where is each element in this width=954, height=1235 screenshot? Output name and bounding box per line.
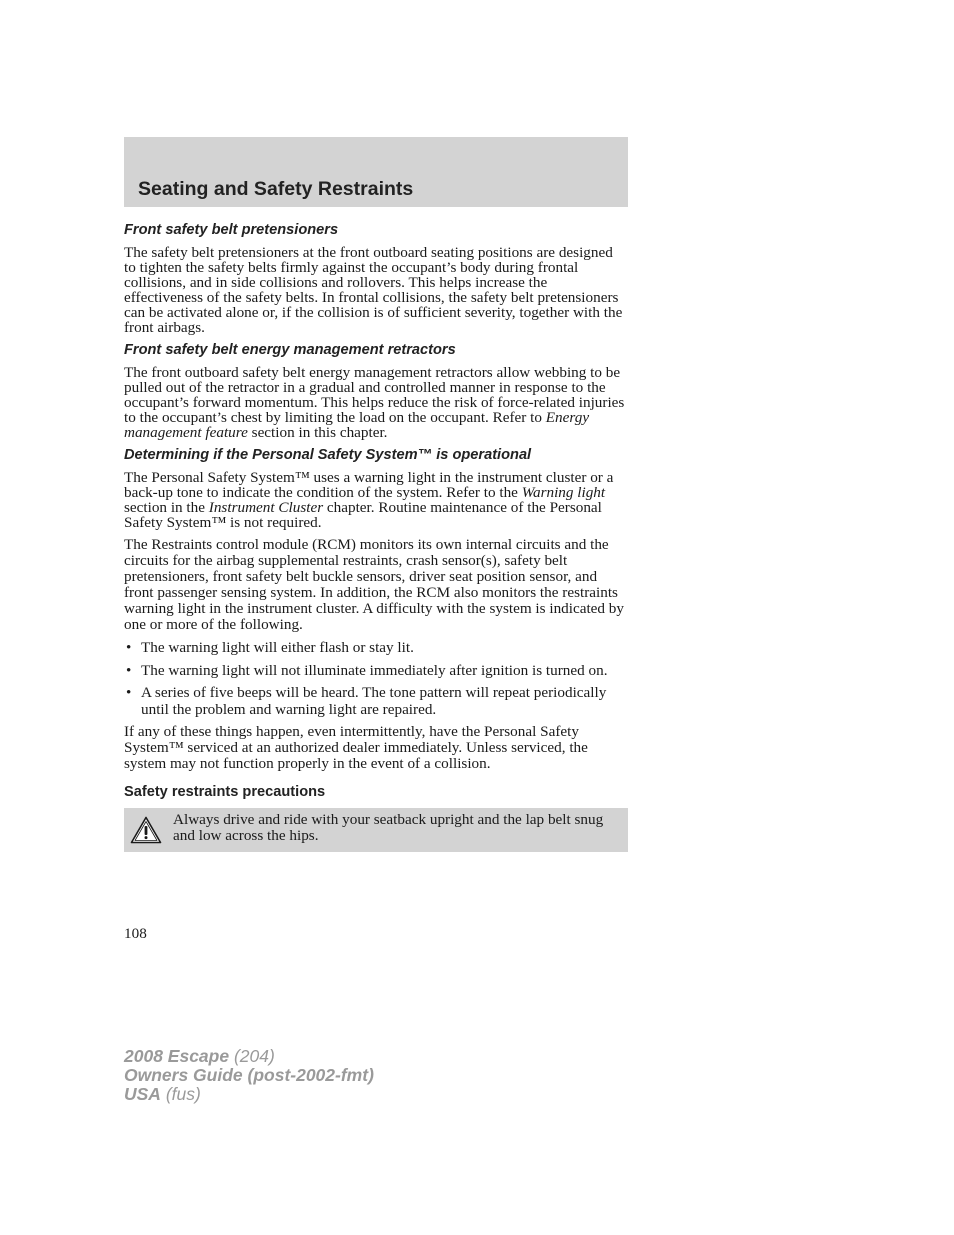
paragraph-pretensioners: The safety belt pretensioners at the front outboard seating positions are designed to tighten the safety belts firmly against the occupant’s body during frontal collisions, and in side collisions and rollovers. This helps increase the effectiveness of the safety belts. In frontal collisions, the safety belt pretensioners can be activated alone or, if the collision is of sufficient severity, together with the front airbags. (124, 244, 623, 336)
heading-retractors: Front safety belt energy management retractors (124, 342, 456, 358)
paragraph-operational-3: If any of these things happen, even intermittently, have the Personal Safety System™ serviced at an authorized dealer immediately. Unless serviced, the system may not function properly in the event of a collision. (124, 723, 588, 772)
paragraph-retractors (124, 365, 628, 440)
document-footer (124, 1047, 374, 1104)
list-item-text: The warning light will not illuminate immediately after ignition is turned on. (141, 661, 608, 679)
paragraph-operational-1 (124, 470, 628, 530)
reference-energy-management: Energy management feature (124, 409, 590, 441)
warning-callout (124, 808, 628, 852)
list-item (124, 685, 628, 718)
indicator-list (124, 640, 628, 718)
reference-instrument-cluster: Instrument Cluster (208, 499, 324, 516)
retractors-text-start: The front outboard safety belt energy management retractors allow webbing to be pulled out of the retractor in a gradual and controlled manner in response to the occupant’s forward momentum. This helps reduce the risk of force-related injuries to the occupant’s chest by limiting the load on the occupant. Refer to (124, 364, 625, 426)
bullet-glyph: • (126, 684, 132, 701)
paragraph-operational-2: The Restraints control module (RCM) monitors its own internal circuits and the circuits for the airbag supplemental restraints, crash sensor(s), safety belt pretensioners, front safety belt buckle sensors, driver seat position sensor, and front passenger sensing system. In addition, the RCM also monitors the restraints warning light in the instrument cluster. A difficulty with the system is indicated by one or more of the following. (124, 536, 624, 633)
footer-model: 2008 Escape (124, 1046, 230, 1066)
footer-guide: Owners Guide (post-2002-fmt) (124, 1065, 374, 1085)
footer-line-guide (124, 1066, 374, 1085)
warning-triangle-icon (130, 816, 162, 844)
operational-text-start: The Personal Safety System™ uses a warning light in the instrument cluster or a back-up tone to indicate the condition of the system. Refer to the (124, 469, 614, 501)
section-header-band (124, 137, 628, 207)
heading-precautions: Safety restraints precautions (124, 784, 326, 800)
retractors-text-end: section in this chapter. (247, 424, 388, 441)
bullet-glyph: • (126, 661, 132, 679)
list-item-text: A series of five beeps will be heard. The tone pattern will repeat periodically until the problem and warning light are repaired. (141, 684, 607, 718)
footer-market-code: (fus) (160, 1084, 201, 1104)
main-content (124, 218, 628, 852)
heading-operational: Determining if the Personal Safety System™ is operational (124, 447, 532, 463)
footer-line-model (124, 1047, 374, 1066)
heading-pretensioners: Front safety belt pretensioners (124, 222, 339, 238)
page-number: 108 (124, 925, 147, 942)
list-item-text: The warning light will either flash or stay lit. (141, 639, 414, 656)
page-title: Seating and Safety Restraints (138, 178, 414, 200)
reference-warning-light: Warning light (521, 484, 606, 501)
list-item (124, 640, 628, 657)
list-item (124, 663, 628, 680)
warning-text: Always drive and ride with your seatback upright and the lap belt snug and low across the hips. (173, 811, 604, 844)
footer-line-market (124, 1085, 374, 1104)
footer-market: USA (124, 1084, 161, 1104)
operational-text-end: chapter. Routine maintenance of the Personal Safety System™ is not required. (124, 499, 602, 531)
operational-text-mid: section in the (124, 499, 209, 516)
bullet-glyph: • (126, 639, 132, 656)
footer-model-code: (204) (229, 1046, 275, 1066)
